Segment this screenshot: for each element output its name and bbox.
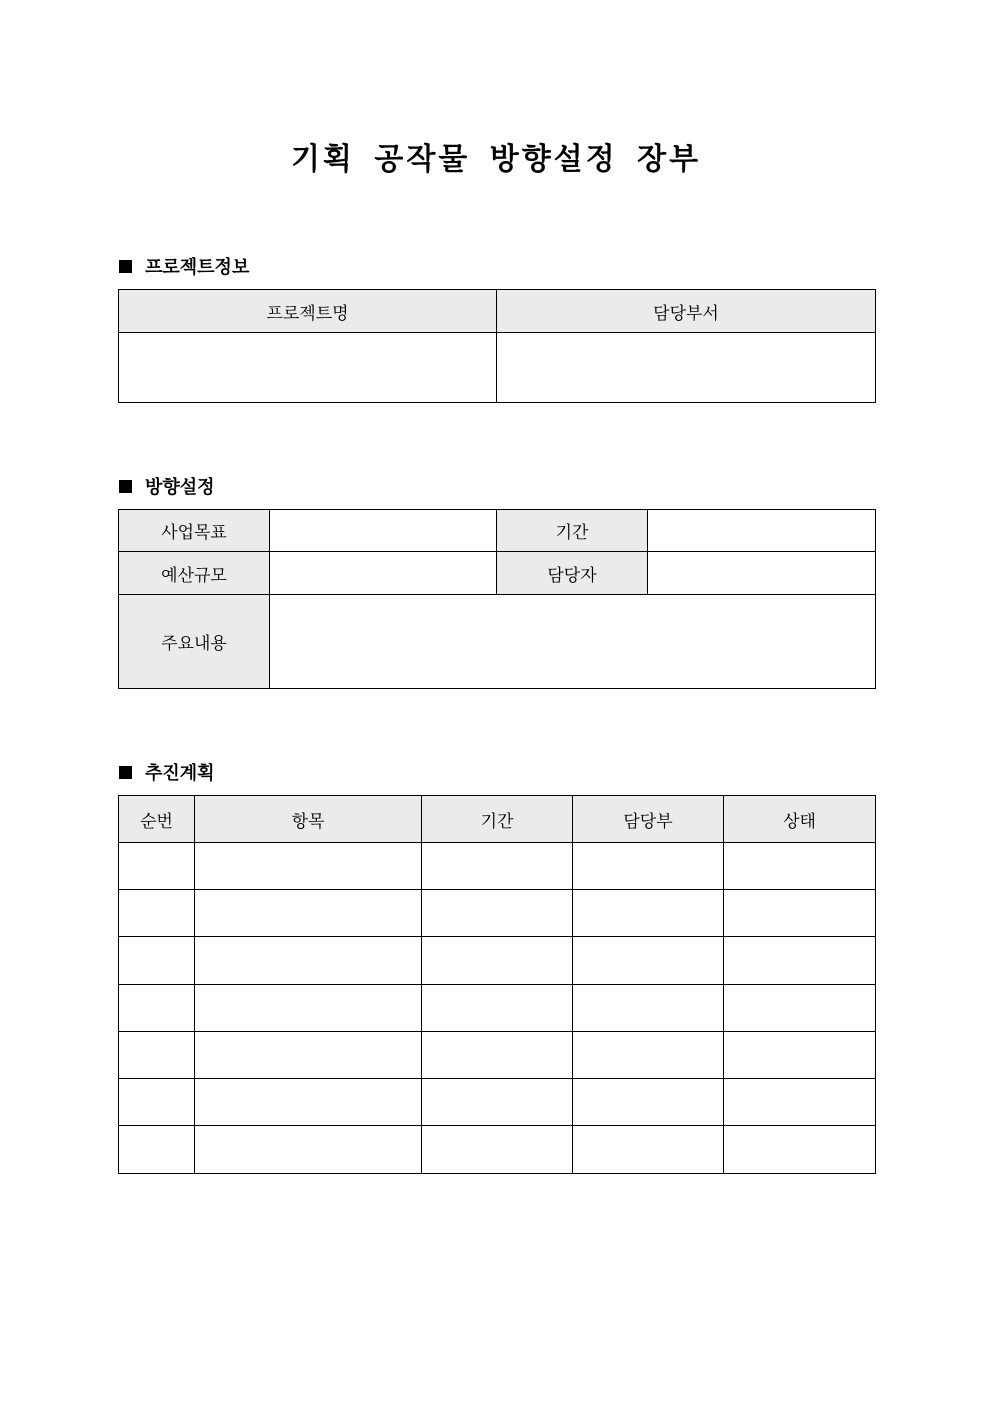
header-seq: 순번 (119, 796, 195, 843)
table-row (119, 1126, 876, 1174)
seq-cell[interactable] (119, 843, 195, 890)
seq-cell[interactable] (119, 937, 195, 985)
period-cell[interactable] (422, 1079, 573, 1126)
item-cell[interactable] (195, 843, 422, 890)
item-cell[interactable] (195, 890, 422, 937)
table-row (119, 985, 876, 1032)
department-cell[interactable] (573, 1126, 724, 1174)
label-period: 기간 (497, 510, 648, 552)
department-cell[interactable] (573, 843, 724, 890)
square-bullet-icon (119, 766, 132, 779)
department-cell[interactable] (497, 333, 876, 403)
period-cell[interactable] (422, 843, 573, 890)
seq-cell[interactable] (119, 1126, 195, 1174)
project-info-table (118, 289, 876, 403)
document-title: 기획 공작물 방향설정 장부 (290, 142, 702, 177)
manager-cell[interactable] (648, 552, 876, 595)
period-cell[interactable] (422, 1032, 573, 1079)
header-period: 기간 (422, 796, 573, 843)
table-row (119, 1079, 876, 1126)
seq-cell[interactable] (119, 890, 195, 937)
department-cell[interactable] (573, 890, 724, 937)
header-item: 항목 (195, 796, 422, 843)
item-cell[interactable] (195, 1079, 422, 1126)
seq-cell[interactable] (119, 1079, 195, 1126)
period-cell[interactable] (422, 937, 573, 985)
department-cell[interactable] (573, 1032, 724, 1079)
department-cell[interactable] (573, 985, 724, 1032)
section-heading-label: 추진계획 (145, 763, 215, 784)
section-heading-project-info (119, 253, 249, 279)
item-cell[interactable] (195, 1126, 422, 1174)
status-cell[interactable] (724, 890, 876, 937)
seq-cell[interactable] (119, 1032, 195, 1079)
status-cell[interactable] (724, 1079, 876, 1126)
department-cell[interactable] (573, 1079, 724, 1126)
section-heading-direction (119, 473, 215, 499)
label-manager: 담당자 (497, 552, 648, 595)
period-cell[interactable] (422, 1126, 573, 1174)
header-department: 담당부 (573, 796, 724, 843)
label-main-content: 주요내용 (119, 595, 270, 689)
period-cell[interactable] (422, 985, 573, 1032)
section-heading-label: 프로젝트정보 (145, 257, 250, 278)
header-project-name: 프로젝트명 (119, 290, 497, 333)
section-heading-label: 방향설정 (145, 477, 215, 498)
business-goal-cell[interactable] (270, 510, 497, 552)
status-cell[interactable] (724, 1126, 876, 1174)
main-content-cell[interactable] (270, 595, 876, 689)
plan-table (118, 795, 876, 1174)
seq-cell[interactable] (119, 985, 195, 1032)
item-cell[interactable] (195, 985, 422, 1032)
department-cell[interactable] (573, 937, 724, 985)
project-name-cell[interactable] (119, 333, 497, 403)
status-cell[interactable] (724, 1032, 876, 1079)
period-cell[interactable] (648, 510, 876, 552)
table-row (119, 890, 876, 937)
section-heading-plan (119, 759, 215, 785)
status-cell[interactable] (724, 985, 876, 1032)
budget-scale-cell[interactable] (270, 552, 497, 595)
header-department: 담당부서 (497, 290, 876, 333)
status-cell[interactable] (724, 937, 876, 985)
header-status: 상태 (724, 796, 876, 843)
label-business-goal: 사업목표 (119, 510, 270, 552)
table-row (119, 937, 876, 985)
table-row (119, 843, 876, 890)
direction-table (118, 509, 876, 689)
item-cell[interactable] (195, 937, 422, 985)
item-cell[interactable] (195, 1032, 422, 1079)
table-row (119, 1032, 876, 1079)
square-bullet-icon (119, 480, 132, 493)
square-bullet-icon (119, 260, 132, 273)
label-budget-scale: 예산규모 (119, 552, 270, 595)
status-cell[interactable] (724, 843, 876, 890)
period-cell[interactable] (422, 890, 573, 937)
